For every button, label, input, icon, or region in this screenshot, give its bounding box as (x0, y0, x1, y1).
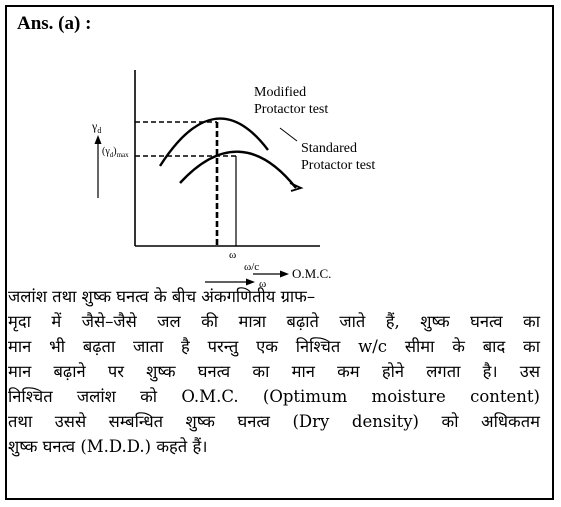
answer-heading: Ans. (a) : (17, 13, 92, 34)
standard-proctor-curve (180, 152, 296, 188)
text-line-6: तथा उससे सम्बन्धित शुष्क घनत्व (Dry density) को अधिकतम (8, 412, 540, 431)
standard-label-line1: Standared (301, 141, 357, 156)
standard-leader-line (280, 128, 297, 141)
y-max-label: $(\gamma_d)_{max}$ (102, 146, 129, 159)
text-line-7: शुष्क घनत्व (M.D.D.) कहते हैं। (8, 437, 208, 456)
omega-tick-label: ω (229, 249, 237, 261)
w-c-label: ω/c (244, 261, 260, 273)
modified-proctor-curve (160, 119, 268, 166)
modified-label-line1: Modified (254, 85, 307, 100)
standard-label-line2: Protactor test (301, 158, 376, 173)
x-arrow-label: ω (259, 278, 267, 290)
omc-label: O.M.C. (292, 266, 332, 281)
y-axis-label: $\gamma_d$ (92, 119, 102, 135)
explanation-text (8, 284, 540, 459)
text-line-2: मृदा में जैसे–जैसे जल की मात्रा बढ़ाते जाते हैं, शुष्क घनत्व का (8, 312, 540, 331)
y-arrow-head (95, 135, 102, 144)
text-line-1: जलांश तथा शुष्क घनत्व के बीच अंकगणितीय ग्राफ– (8, 287, 316, 306)
modified-label-line2: Protactor test (254, 102, 329, 117)
omc-pointer-head (280, 271, 289, 278)
text-line-3: मान भी बढ़ता जाता है परन्तु एक निश्चित w/c सीमा के बाद का (8, 337, 540, 356)
text-line-5: निश्चित जलांश को O.M.C. (Optimum moisture content) (8, 387, 540, 406)
text-line-4: मान बढ़ाने पर शुष्क घनत्व का मान कम होने लगता है। उस (8, 362, 540, 381)
